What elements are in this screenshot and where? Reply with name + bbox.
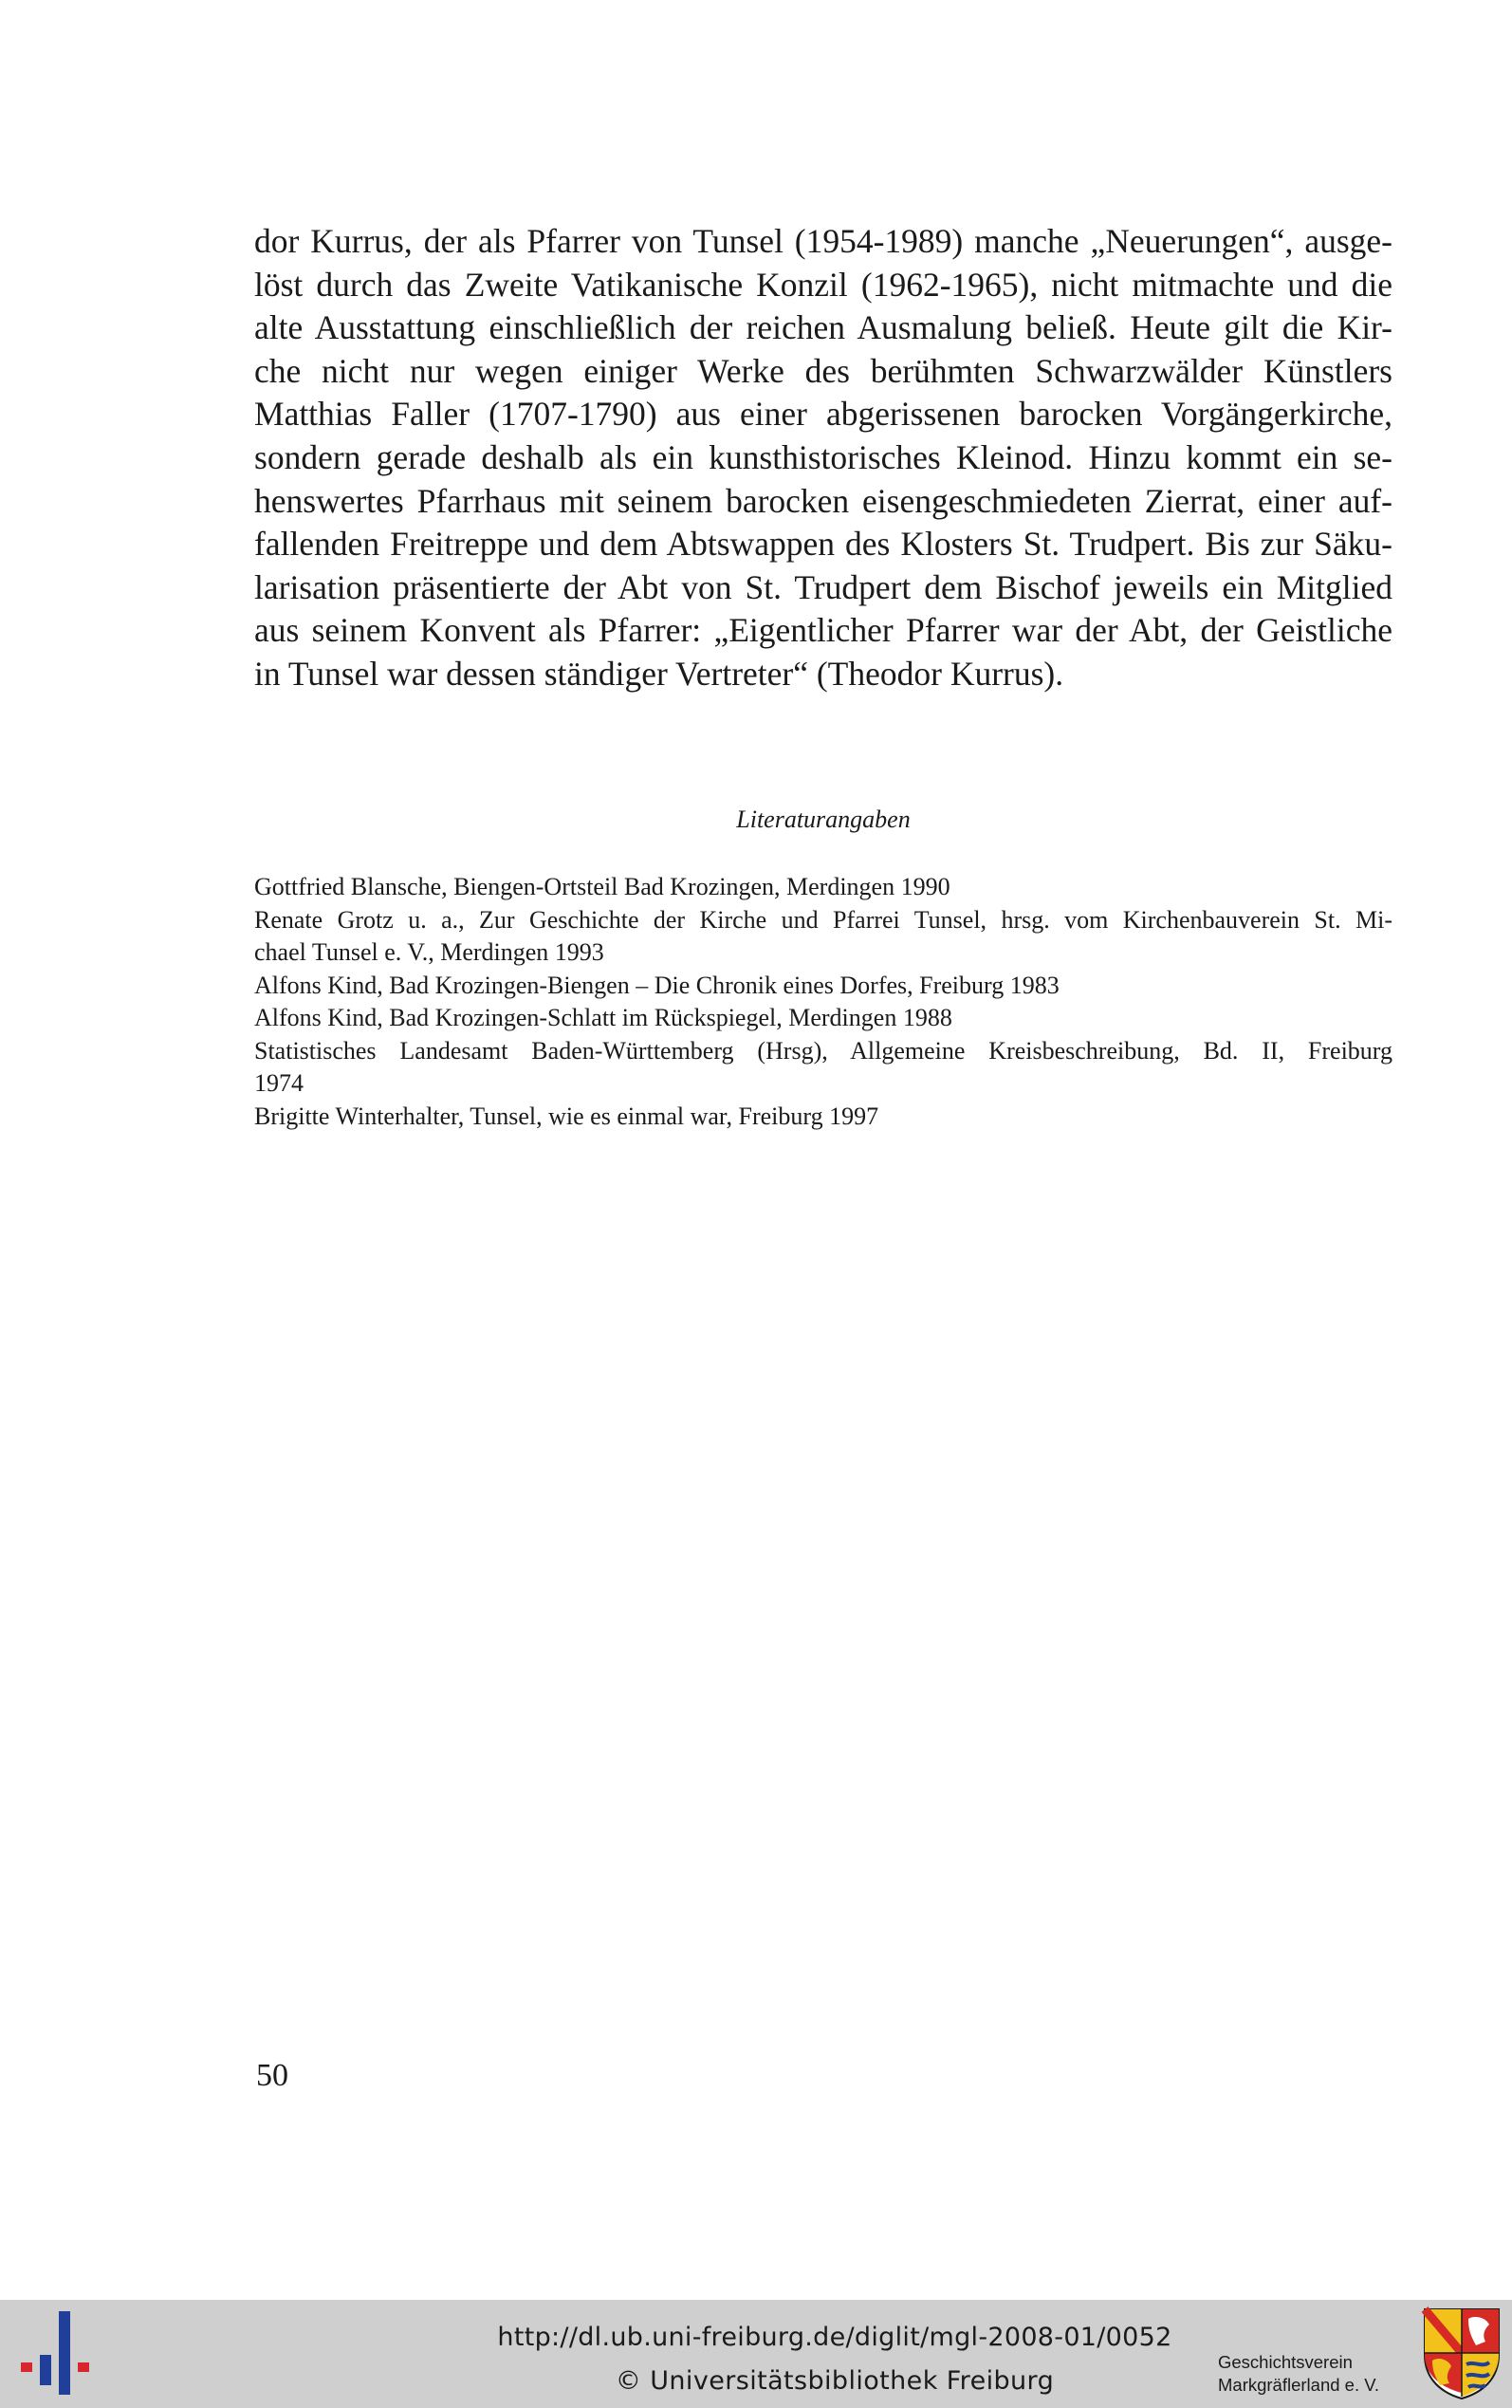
- body-line: Matthias Faller (1707-1790) aus einer abgerissenen barocken Vorgängerkirche,: [254, 395, 1392, 434]
- reference-list: [254, 871, 1392, 1133]
- body-line: aus seinem Konvent als Pfarrer: „Eigentlicher Pfarrer war der Abt, der Geistliche: [254, 611, 1392, 650]
- body-line: sondern gerade deshalb als ein kunsthistorisches Kleinod. Hinzu kommt ein se-: [254, 437, 1392, 476]
- coat-of-arms-icon: [1419, 2306, 1504, 2400]
- reference-line: Alfons Kind, Bad Krozingen-Biengen – Die Chronik eines Dorfes, Freiburg 1983: [254, 971, 1060, 999]
- association-line: Geschichtsverein: [1218, 2352, 1353, 2372]
- association-line: Markgräflerland e. V.: [1218, 2375, 1380, 2395]
- reference-item: [254, 871, 1392, 904]
- body-line: larisation präsentierte der Abt von St. Trudpert dem Bischof jeweils ein Mitglied: [254, 567, 1392, 606]
- permalink-link[interactable]: http://dl.ub.uni-freiburg.de/diglit/mgl-2008-01/0052: [497, 2323, 1172, 2352]
- body-line: in Tunsel war dessen ständiger Vertreter“ (Theodor Kurrus).: [254, 654, 1064, 693]
- copyright-text: © Universitätsbibliothek Freiburg: [615, 2366, 1055, 2396]
- literature-heading: Literaturangaben: [736, 806, 911, 833]
- reference-item: [254, 904, 1392, 970]
- body-paragraph: [254, 220, 1392, 696]
- reference-item: [254, 1035, 1392, 1101]
- body-line: henswertes Pfarrhaus mit seinem barocken eisengeschmiedeten Zierrat, einer auf-: [254, 481, 1392, 520]
- reference-line: chael Tunsel e. V., Merdingen 1993: [254, 938, 604, 966]
- reference-item: [254, 1101, 1392, 1134]
- body-line: dor Kurrus, der als Pfarrer von Tunsel (1954-1989) manche „Neuerungen“, ausge-: [254, 222, 1392, 260]
- reference-line: Renate Grotz u. a., Zur Geschichte der Kirche und Pfarrei Tunsel, hrsg. vom Kirchenbauverein St. Mi-: [254, 905, 1392, 934]
- reference-line: Statistisches Landesamt Baden-Württemberg (Hrsg), Allgemeine Kreisbeschreibung, Bd. II, Freiburg: [254, 1036, 1392, 1065]
- reference-line: Gottfried Blansche, Biengen-Ortsteil Bad Krozingen, Merdingen 1990: [254, 873, 950, 900]
- reference-line: Brigitte Winterhalter, Tunsel, wie es einmal war, Freiburg 1997: [254, 1102, 879, 1130]
- reference-item: [254, 1002, 1392, 1035]
- page-number: 50: [256, 2058, 288, 2093]
- body-line: alte Ausstattung einschließlich der reichen Ausmalung beließ. Heute gilt die Kir-: [254, 308, 1392, 347]
- body-line: fallenden Freitreppe und dem Abtswappen des Klosters St. Trudpert. Bis zur Säku-: [254, 525, 1392, 564]
- reference-line: Alfons Kind, Bad Krozingen-Schlatt im Rückspiegel, Merdingen 1988: [254, 1004, 952, 1031]
- body-line: löst durch das Zweite Vatikanische Konzil (1962-1965), nicht mitmachte und die: [254, 265, 1392, 304]
- reference-item: [254, 970, 1392, 1003]
- body-line: che nicht nur wegen einiger Werke des berühmten Schwarzwälder Künstlers: [254, 351, 1392, 390]
- reference-line: 1974: [254, 1069, 304, 1097]
- association-name: [1218, 2351, 1408, 2397]
